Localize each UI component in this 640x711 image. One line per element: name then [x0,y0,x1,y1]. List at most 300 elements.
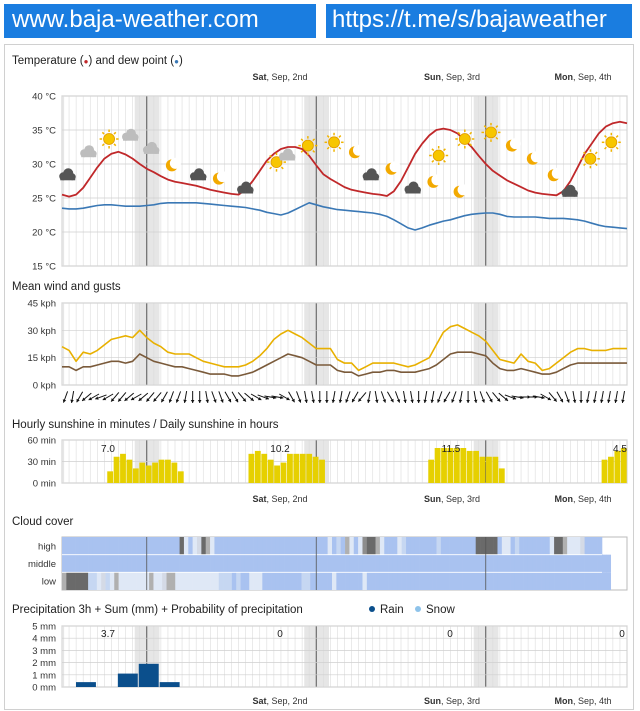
wind-tick: 30 kph [27,325,56,337]
cloud-cell [262,555,267,573]
cloud-cell [471,537,476,555]
sunshine-bar [281,463,287,483]
cloud-cell [423,537,428,555]
cloud-cell [328,572,333,590]
cloud-cell [241,555,246,573]
cloud-cell [550,572,555,590]
cloud-cell [532,572,537,590]
cloud-cell [493,555,498,573]
cloud-cell [402,537,407,555]
wind-tick: 45 kph [27,298,56,310]
moon-cutout [458,184,469,195]
cloud-cell [88,572,93,590]
cloud-cell [497,537,502,555]
cloud-cell [162,537,167,555]
cloud-cell [332,537,337,555]
cloud-cell [463,555,468,573]
sun-disc [459,134,470,145]
cloud-cell [288,555,293,573]
cloud-cell [506,572,511,590]
wind-arrow-head [325,400,329,403]
cloud-cell [184,572,189,590]
cloud-cell [410,537,415,555]
temperature-tick: 35 °C [32,125,56,137]
sunshine-bar [428,460,434,483]
cloud-cell [445,537,450,555]
sunshine-bar [480,457,486,483]
sunshine-bar [435,448,441,483]
wind-title: Mean wind and gusts [12,281,121,293]
wind-arrow [183,391,187,403]
cloud-cell [75,572,80,590]
cloud-cell [519,555,524,573]
rain-legend-label: Rain [380,604,404,616]
cloud-cell [84,555,89,573]
cloud-cell [558,555,563,573]
wind-arrow [367,391,371,403]
cloud-base [191,176,206,180]
cloud-cell [123,537,128,555]
cloud-cell [354,555,359,573]
wind-arrow [161,392,167,402]
cloud-cell [284,555,289,573]
cloud-cell [236,572,241,590]
sun-disc [585,153,596,164]
cloud-cell [288,572,293,590]
cloud-cell [236,537,241,555]
cloud-cell [197,555,202,573]
cloud-cell [127,537,132,555]
precip-tick: 2 mm [32,658,56,670]
cloud-cell [341,572,346,590]
cloud-cell [428,572,433,590]
cloud-cell [262,572,267,590]
cloud-cell [315,572,320,590]
cloud-cell [127,555,132,573]
cloud-cell [602,555,607,573]
cloud-cell [349,555,354,573]
cloud-cell [132,555,137,573]
cloud-cell [606,572,611,590]
wind-arrow [191,391,195,403]
cloud-base [238,190,253,194]
cloud-cell [232,555,237,573]
cloud-cell [167,537,172,555]
wind-arrow [459,391,463,403]
wind-arrow [219,391,224,402]
cloud-cell [437,537,442,555]
cloud-cell [184,537,189,555]
cloud-cell [602,572,607,590]
cloud-cell [97,555,102,573]
cloud-cell [158,537,163,555]
precip-bar [139,664,159,687]
moon-cutout [531,151,542,162]
sunshine-bar [473,451,479,483]
cloud-cell [480,572,485,590]
cloud-cell [267,537,272,555]
sunshine-tick: 0 min [32,478,56,490]
cloud-cell [572,572,577,590]
cloud-cell [585,572,590,590]
wind-arrow [423,391,427,403]
cloud-cell [297,537,302,555]
wind-arrow [444,392,450,402]
cloud-cell [241,572,246,590]
wind-arrow [375,391,379,403]
sun-disc [485,127,496,138]
sunshine-bar [127,460,133,483]
cloud-cell [149,572,154,590]
precip-tick: 3 mm [32,645,56,657]
cloud-cell [197,537,202,555]
cloud-cell [123,572,128,590]
cloud-cell [410,555,415,573]
cloud-cell [506,537,511,555]
cloud-cell [367,572,372,590]
cloud-cell [537,537,542,555]
cloud-cell [245,555,250,573]
temperature-tick: 30 °C [32,159,56,171]
temperature-title: Temperature (●) and dew point (●) [12,55,183,67]
cloud-cell [132,537,137,555]
sunshine-bar [268,460,274,483]
cloud-cell [180,555,185,573]
cloud-cell [362,555,367,573]
cloud-cell [245,572,250,590]
cloud-cell [345,572,350,590]
cloud-cell [484,572,489,590]
wind-arrow [437,391,442,402]
cloud-cell [493,572,498,590]
cloud-cell [62,537,67,555]
wind-arrow [621,391,625,403]
cloud-cell [406,537,411,555]
cloud-cell [419,572,424,590]
cloud-cell [336,555,341,573]
sunshine-bar [467,451,473,483]
precip-title: Precipitation 3h + Sum (mm) + Probability of precipitation [12,604,303,616]
sunshine-bar [608,457,614,483]
sunshine-bar [133,468,139,483]
cloud-cell [92,572,97,590]
cloud-cell [497,555,502,573]
cloud-cell [180,537,185,555]
cloud-cell [598,572,603,590]
cloud-cell [136,572,141,590]
cloud-cell [188,572,193,590]
cloud-cell [101,537,106,555]
cloud-row-label: high [38,541,56,553]
telegram-url[interactable]: https://t.me/s/bajaweather [332,6,607,33]
cloud-cell [97,572,102,590]
cloud-cell [537,555,542,573]
wind-arrow [70,391,74,403]
cloud-base [81,153,96,157]
sunshine-bar [171,463,177,483]
wind-arrow [451,391,456,402]
wind-arrow [586,391,590,403]
cloud-cell [236,555,241,573]
cloud-cell [167,555,172,573]
day-label: Sat, Sep, 2nd [252,696,308,706]
cloud-cell [563,537,568,555]
precip-daily-total: 0 [447,629,453,640]
cloud-cell [293,537,298,555]
cloud-cell [219,537,224,555]
cloud-cell [380,572,385,590]
temperature-tick: 20 °C [32,227,56,239]
sunshine-daily-total: 11.5 [441,444,461,455]
wind-arrow [232,392,238,402]
cloud-cell [580,555,585,573]
wind-arrow [111,392,119,401]
cloud-cell [458,537,463,555]
cloud-cell [193,572,198,590]
cloud-cell [71,555,76,573]
wind-arrow [297,391,302,402]
rain-legend-dot [369,606,375,612]
cloud-cell [545,572,550,590]
cloud-cell [332,555,337,573]
cloud-cell [210,572,215,590]
cloud-cell [232,572,237,590]
wind-arrow [410,391,414,403]
wind-arrow [225,392,231,402]
cloud-cell [450,572,455,590]
cloud-cell [214,555,219,573]
sunshine-bar [261,454,267,483]
cloud-cell [201,537,206,555]
wind-arrow [614,391,618,403]
site-url[interactable]: www.baja-weather.com [12,6,259,33]
cloud-cell [489,537,494,555]
cloud-cell [66,572,71,590]
cloud-cell [532,537,537,555]
wind-arrow [474,391,478,403]
cloud-cell [358,555,363,573]
wind-arrow-head [466,400,470,403]
cloud-cell [71,572,76,590]
cloud-cell [580,537,585,555]
cloud-cell [441,555,446,573]
cloud-cell [598,555,603,573]
cloud-cell [467,555,472,573]
moon-cutout [217,171,228,182]
cloud-cell [484,537,489,555]
cloud-cell [371,537,376,555]
cloud-cell [227,572,232,590]
day-label: Sat, Sep, 2nd [252,494,308,504]
cloud-cell [497,572,502,590]
cloud-cell [140,537,145,555]
cloud-cell [132,572,137,590]
cloud-cell [415,537,420,555]
cloud-cell [532,555,537,573]
cloud-cell [502,555,507,573]
cloud-cell [415,572,420,590]
cloud-cell [458,555,463,573]
cloud-cell [280,555,285,573]
cloud-cell [310,572,315,590]
cloud-cell [585,537,590,555]
cloud-cell [306,537,311,555]
cloud-cell [293,555,298,573]
cloud-cell [267,572,272,590]
cloud-cell [315,555,320,573]
cloud-cell [66,555,71,573]
precip-daily-total: 0 [619,629,625,640]
cloud-cell [524,537,529,555]
cloud-cell [389,555,394,573]
cloud-cell [254,555,259,573]
cloud-cell [332,572,337,590]
cloud-cell [558,572,563,590]
cloud-cell [437,572,442,590]
cloud-cell [258,555,263,573]
cloud-cell [119,555,124,573]
wind-arrow [198,391,202,403]
cloud-cell [358,572,363,590]
wind-arrow [206,391,210,403]
cloud-cell [302,572,307,590]
cloud-cell [210,555,215,573]
temperature-tick: 15 °C [32,261,56,273]
sunshine-daily-total: 7.0 [101,444,115,455]
cloud-cell [341,537,346,555]
cloud-cell [284,537,289,555]
cloud-cell [223,555,228,573]
precip-bar [76,682,96,687]
cloud-cell [227,537,232,555]
cloud-cell [362,572,367,590]
cloud-cell [197,572,202,590]
cloud-cell [606,555,611,573]
wind-arrow-head [198,400,202,403]
cloud-cell [206,555,211,573]
cloud-cell [254,572,259,590]
cloud-cell [328,537,333,555]
cloud-cell [302,537,307,555]
cloud-cell [493,537,498,555]
precip-bar [118,674,138,687]
cloud-row-label: low [41,576,56,588]
cloud-cell [393,555,398,573]
snow-legend-dot [415,606,421,612]
cloud-cell [589,555,594,573]
cloud-cell [454,572,459,590]
cloud-cell [437,555,442,573]
cloud-cell [576,537,581,555]
cloud-cell [384,572,389,590]
cloud-cell [567,537,572,555]
wind-arrow-head [579,400,583,403]
cloud-cell [149,555,154,573]
cloud-cell [528,537,533,555]
cloud-cell [489,572,494,590]
cloud-cell [528,555,533,573]
precip-tick: 1 mm [32,670,56,682]
cloud-cell [119,537,124,555]
cloud-cell [114,555,119,573]
cloud-cell [576,555,581,573]
cloud-cell [463,537,468,555]
night-band [62,303,64,385]
cloud-cell [310,555,315,573]
cloud-cell [110,572,115,590]
wind-arrow [607,391,611,403]
cloud-cell [502,537,507,555]
precip-daily-total: 0 [277,629,283,640]
cloud-cell [101,555,106,573]
day-label: Sun, Sep, 3rd [423,696,481,706]
cloud-cell [402,572,407,590]
moon-cutout [353,145,364,156]
cloud-cell [249,537,254,555]
cloud-cell [297,572,302,590]
day-label: Mon, Sep, 4th [554,696,612,706]
cloud-cell [554,572,559,590]
cloud-cell [537,572,542,590]
cloud-cell [88,537,93,555]
cloud-cell [572,537,577,555]
cloud-cell [511,572,516,590]
cloud-cell [319,555,324,573]
wind-arrow [77,392,83,402]
precip-daily-total: 3.7 [101,629,115,640]
day-label: Sun, Sep, 3rd [423,494,481,504]
cloud-cell [315,537,320,555]
cloud-cell [319,537,324,555]
cloud-cell [175,537,180,555]
cloud-cell [376,572,381,590]
cloud-cell [567,555,572,573]
cloud-cell [92,537,97,555]
cloud-cell [367,537,372,555]
cloud-cell [371,555,376,573]
sun-disc [606,137,617,148]
wind-arrow [176,391,181,402]
cloud-cell [467,572,472,590]
cloud-cell [275,555,280,573]
wind-arrow [593,391,597,403]
cloud-cell [206,537,211,555]
cloud-cell [241,537,246,555]
cloud-cell [136,537,141,555]
sunshine-bar [300,454,306,483]
cloud-cell [328,555,333,573]
cloud-cell [184,555,189,573]
cloud-cell [79,537,84,555]
cloud-cell [306,555,311,573]
cloud-cell [476,572,481,590]
cloud-cell [502,572,507,590]
cloud-cell [293,572,298,590]
wind-arrow [430,391,434,403]
sunshine-bar [319,460,325,483]
temperature-tick: 25 °C [32,193,56,205]
wind-arrow [480,391,485,402]
sunshine-bar [460,448,466,483]
cloud-cell [106,572,111,590]
cloud-cell [450,537,455,555]
cloud-cell [593,555,598,573]
cloud-cell [345,555,350,573]
cloud-base [60,176,75,180]
cloud-cell [506,555,511,573]
sunshine-tick: 60 min [27,435,56,447]
cloud-cell [476,555,481,573]
